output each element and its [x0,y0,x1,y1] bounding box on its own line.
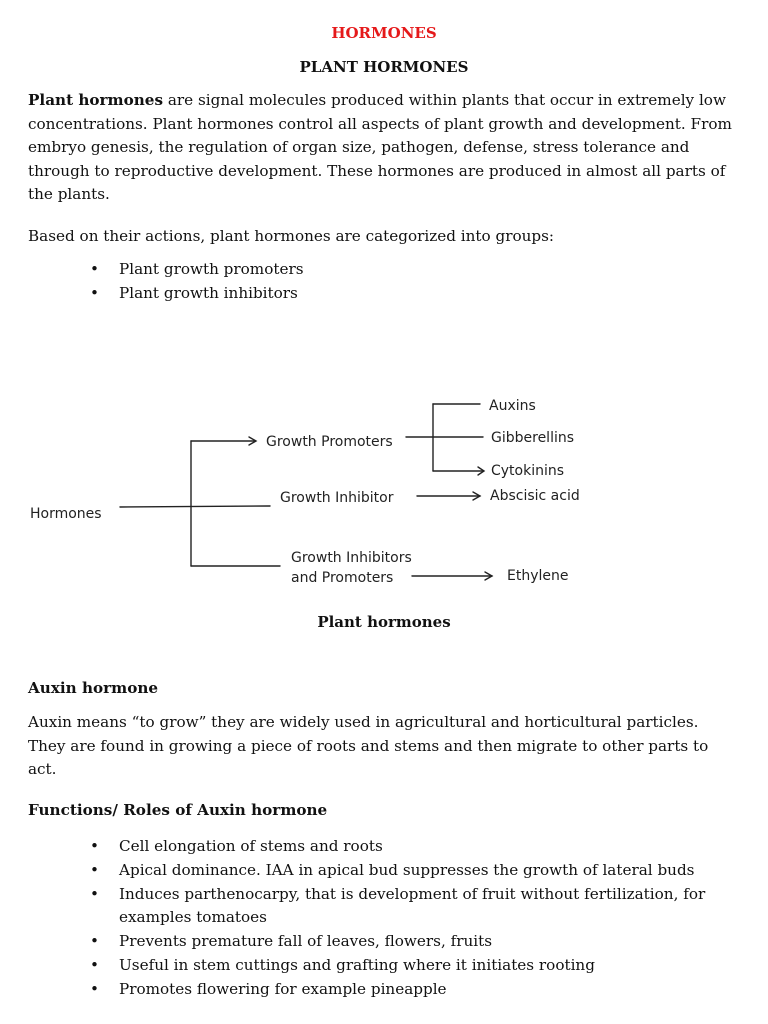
both-label-line2: and Promoters [291,570,394,586]
list-item: • Plant growth promoters [90,258,740,282]
inhibitor-label: Growth Inhibitor [280,490,394,506]
list-item: • Cell elongation of stems and roots [90,835,740,859]
auxin-heading: Auxin hormone [28,679,159,697]
list-item: • Prevents premature fall of leaves, flowers, fruits [90,930,740,954]
intro-paragraph [28,89,740,207]
abscisic-label: Abscisic acid [490,488,580,504]
ethylene-label: Ethylene [507,568,569,584]
list-item: • Plant growth inhibitors [90,282,740,306]
intro-lead: Plant hormones [28,91,164,109]
list-item: • Apical dominance. IAA in apical bud suppresses the growth of lateral buds [90,859,740,883]
gibberellins-label: Gibberellins [491,430,575,446]
functions-list [90,835,740,1002]
page-subtitle: PLANT HORMONES [299,58,469,76]
cytokinins-label: Cytokinins [491,463,565,479]
root-line [120,506,270,507]
root-label: Hormones [30,506,102,522]
list-item: • Promotes flowering for example pineapple [90,978,740,1002]
hormone-diagram [0,380,768,610]
promoters-label: Growth Promoters [266,434,393,450]
list-item: • Useful in stem cuttings and grafting where it initiates rooting [90,954,740,978]
functions-heading: Functions/ Roles of Auxin hormone [28,801,328,819]
auxin-description: Auxin means “to grow” they are widely used in agricultural and horticultural particles. They are found in growing a piece of roots and stems and then migrate to other parts to act. [28,713,709,778]
auxins-label: Auxins [489,398,536,414]
intro-text: are signal molecules produced within plants that occur in extremely low concentrations. Plant hormones control all aspects of plant growth and development. From embryo genesis, the regulation of organ size, pathogen, defense, stress tolerance and through to reproductive development. These hormones are produced in almost all parts of the plants. [28,91,732,203]
page-title: HORMONES [331,24,437,42]
groups-list [90,258,740,306]
groups-intro: Based on their actions, plant hormones are categorized into groups: [28,227,555,245]
list-item: • Induces parthenocarpy, that is development of fruit without fertilization, for examples tomatoes [90,883,740,931]
both-label-line1: Growth Inhibitors [291,550,412,566]
diagram-caption: Plant hormones [317,613,451,631]
